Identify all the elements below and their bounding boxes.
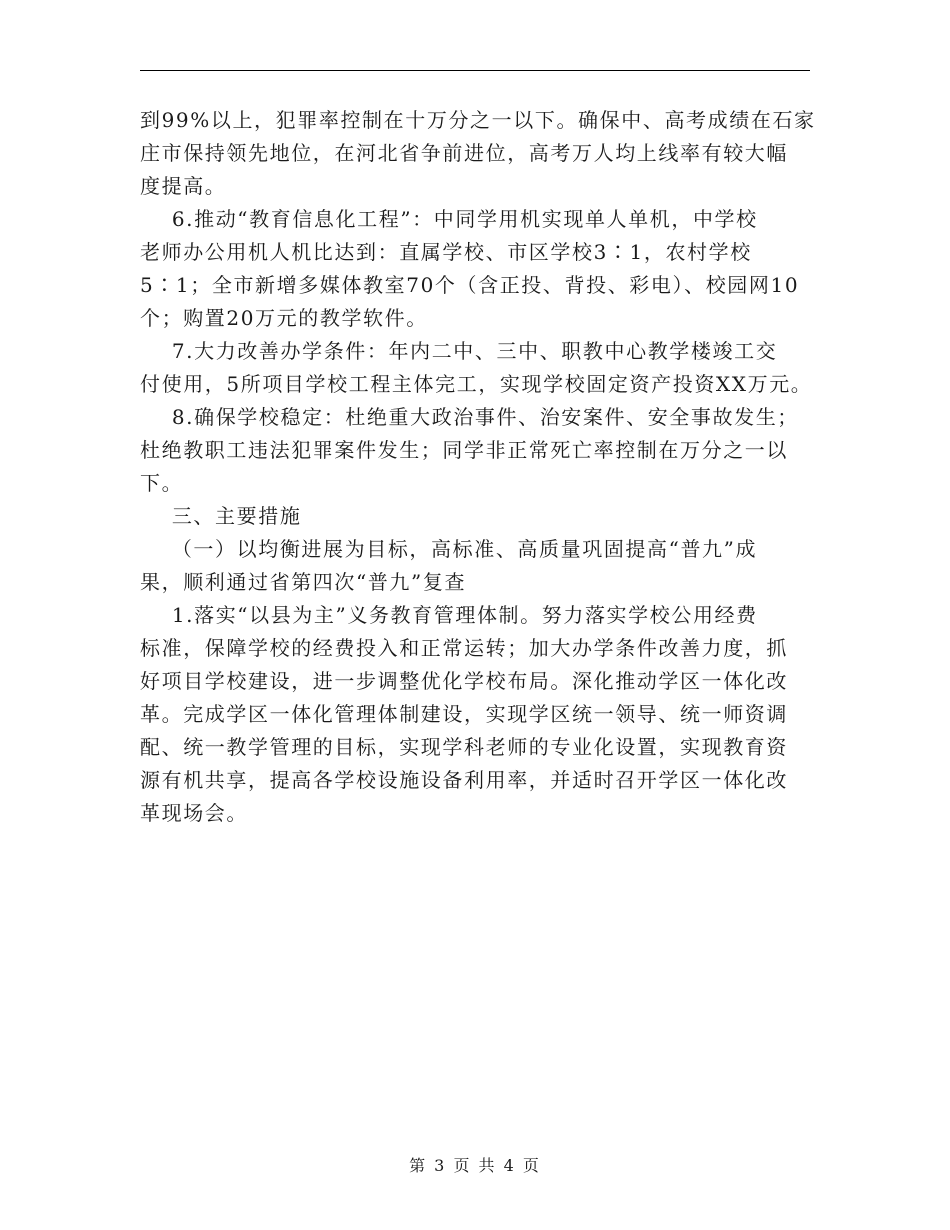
text-line: 8.确保学校稳定：杜绝重大政治事件、治安案件、安全事故发生； xyxy=(140,405,799,429)
text-line: 到99%以上，犯罪率控制在十万分之一以下。确保中、高考成绩在石家 xyxy=(140,108,816,132)
header-rule xyxy=(140,70,810,71)
subsection-heading: 果，顺利通过省第四次“普九”复查 xyxy=(140,570,467,594)
page-number-footer: 第 3 页 共 4 页 xyxy=(409,1156,541,1175)
text-line: 标准，保障学校的经费投入和正常运转；加大办学条件改善力度，抓 xyxy=(140,636,788,660)
text-line: 老师办公用机人机比达到：直属学校、市区学校3∶1，农村学校 xyxy=(140,240,752,264)
text-line: 好项目学校建设，进一步调整优化学校布局。深化推动学区一体化改 xyxy=(140,669,788,693)
text-line: 配、统一教学管理的目标，实现学科老师的专业化设置，实现教育资 xyxy=(140,735,788,759)
page-body xyxy=(140,104,816,830)
text-line: 6.推动“教育信息化工程”：中同学用机实现单人单机，中学校 xyxy=(140,207,758,231)
text-line: 源有机共享，提高各学校设施设备利用率，并适时召开学区一体化改 xyxy=(140,768,788,792)
text-line: 庄市保持领先地位，在河北省争前进位，高考万人均上线率有较大幅 xyxy=(140,141,788,165)
text-line: 革现场会。 xyxy=(140,801,248,825)
text-line: 度提高。 xyxy=(140,174,227,198)
text-line: 1.落实“以县为主”义务教育管理体制。努力落实学校公用经费 xyxy=(140,603,758,627)
text-line: 个；购置20万元的教学软件。 xyxy=(140,306,428,330)
text-line: 革。完成学区一体化管理体制建设，实现学区统一领导、统一师资调 xyxy=(140,702,788,726)
text-line: 5∶1；全市新增多媒体教室70个（含正投、背投、彩电）、校园网10 xyxy=(140,273,800,297)
text-line: 7.大力改善办学条件：年内二中、三中、职教中心教学楼竣工交 xyxy=(140,339,778,363)
section-heading: 三、主要措施 xyxy=(140,504,302,528)
text-line: 下。 xyxy=(140,471,184,495)
subsection-heading: （一）以均衡进展为目标，高标准、高质量巩固提高“普九”成 xyxy=(140,537,758,561)
text-line: 付使用，5所项目学校工程主体完工，实现学校固定资产投资XX万元。 xyxy=(140,372,813,396)
text-line: 杜绝教职工违法犯罪案件发生；同学非正常死亡率控制在万分之一以 xyxy=(140,438,788,462)
